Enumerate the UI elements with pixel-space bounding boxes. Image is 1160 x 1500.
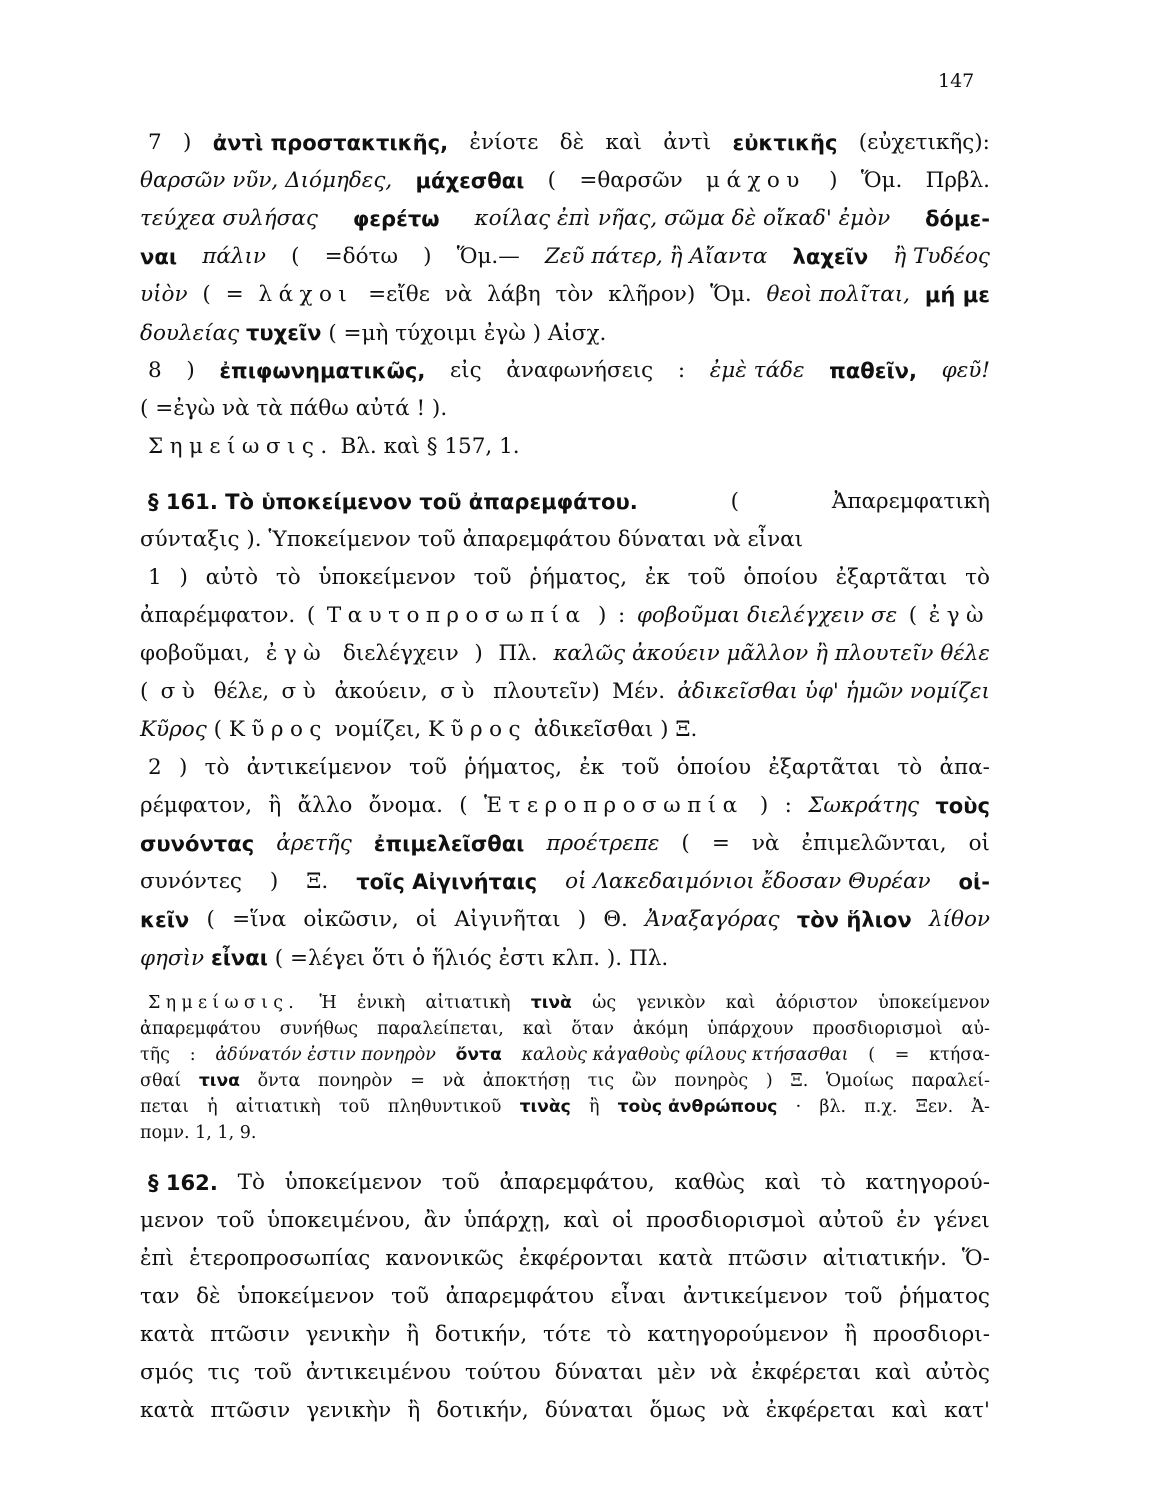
- text-line: τεύχεα συλήσας φερέτω κοίλας ἐπὶ νῆας, σῶμα δὲ οἴκαδ' ἐμὸν δόμε-: [140, 206, 990, 231]
- text-line: σμός τις τοῦ ἀντικειμένου τούτου δύναται μὲν νὰ ἐκφέρεται καὶ αὐτὸς: [140, 1360, 990, 1385]
- text-line: Σημείωσις. Βλ. καὶ § 157, 1.: [148, 434, 520, 459]
- text-line: φοβοῦμαι, ἐγὼ διελέγχειν ) Πλ. καλῶς ἀκούειν μᾶλλον ἢ πλουτεῖν θέλε: [140, 641, 990, 666]
- text-line: ναι πάλιν ( =δότω ) Ὅμ.— Ζεῦ πάτερ, ἢ Αἴαντα λαχεῖν ἢ Τυδέος: [140, 244, 990, 269]
- text-line: δουλείας τυχεῖν ( =μὴ τύχοιμι ἐγὼ ) Αἰσχ.: [140, 320, 607, 346]
- text-line: ( =ἐγὼ νὰ τὰ πάθω αὐτά ! ).: [140, 396, 448, 421]
- text-line: § 162. Τὸ ὑποκείμενον τοῦ ἀπαρεμφάτου, καθὼς καὶ τὸ κατηγορού-: [148, 1170, 990, 1195]
- text-line: § 161. Τὸ ὑποκείμενον τοῦ ἀπαρεμφάτου. ( Ἀπαρεμφατικὴ: [148, 489, 990, 514]
- text-line: ἀπαρέμφατον. ( Ταυτοπροσωπία ) : φοβοῦμαι διελέγχειν σε ( ἐγὼ: [140, 603, 990, 628]
- page-number: 147: [938, 70, 975, 92]
- text-line: συνόντας ἀρετῆς ἐπιμελεῖσθαι προέτρεπε ( = νὰ ἐπιμελῶνται, οἱ: [140, 831, 990, 856]
- text-line: φησὶν εἶναι ( =λέγει ὅτι ὁ ἥλιός ἐστι κλπ. ). Πλ.: [140, 945, 669, 971]
- text-line: μενον τοῦ ὑποκειμένου, ἂν ὑπάρχῃ, καὶ οἱ προσδιορισμοὶ αὐτοῦ ἐν γένει: [140, 1208, 990, 1233]
- text-line: θαρσῶν νῦν, Διόμηδες, μάχεσθαι ( =θαρσῶν μάχου ) Ὅμ. Πρβλ.: [140, 168, 990, 193]
- text-line: συνόντες ) Ξ. τοῖς Αἰγινήταις οἱ Λακεδαιμόνιοι ἔδοσαν Θυρέαν οἰ-: [140, 869, 990, 894]
- text-line: Κῦρος ( Κῦρος νομίζει, Κῦρος ἀδικεῖσθαι ) Ξ.: [140, 717, 698, 742]
- text-line: ρέμφατον, ἢ ἄλλο ὄνομα. ( Ἑτεροπροσωπία ) : Σωκράτης τοὺς: [140, 793, 990, 818]
- text-line: τῆς : ἀδύνατόν ἐστιν πονηρὸν ὄντα καλοὺς κἀγαθοὺς φίλους κτήσασθαι ( = κτήσα-: [140, 1045, 990, 1065]
- text-line: 7 ) ἀντὶ προστακτικῆς, ἐνίοτε δὲ καὶ ἀντὶ εὐκτικῆς (εὐχετικῆς):: [148, 130, 990, 155]
- text-line: 8 ) ἐπιφωνηματικῶς, εἰς ἀναφωνήσεις : ἐμὲ τάδε παθεῖν, φεῦ!: [148, 358, 990, 383]
- text-line: ἀπαρεμφάτου συνήθως παραλείπεται, καὶ ὅταν ἀκόμη ὑπάρχουν προσδιορισμοὶ αὐ-: [140, 1019, 990, 1039]
- text-line: κατὰ πτῶσιν γενικὴν ἢ δοτικήν, τότε τὸ κατηγορούμενον ἢ προσδιορι-: [140, 1322, 990, 1347]
- text-line: σύνταξις ). Ὑποκείμενον τοῦ ἀπαρεμφάτου δύναται νὰ εἶναι: [140, 527, 804, 552]
- text-line: ἐπὶ ἑτεροπροσωπίας κανονικῶς ἐκφέρονται κατὰ πτῶσιν αἰτιατικήν. Ὅ-: [140, 1246, 990, 1271]
- text-line: κατὰ πτῶσιν γενικὴν ἢ δοτικήν, δύναται ὅμως νὰ ἐκφέρεται καὶ κατ': [140, 1398, 990, 1423]
- text-line: κεῖν ( =ἵνα οἰκῶσιν, οἱ Αἰγινῆται ) Θ. Ἀναξαγόρας τὸν ἥλιον λίθον: [140, 907, 990, 932]
- text-line: 2 ) τὸ ἀντικείμενον τοῦ ῥήματος, ἐκ τοῦ ὁποίου ἐξαρτᾶται τὸ ἀπα-: [148, 755, 990, 780]
- text-line: ταν δὲ ὑποκείμενον τοῦ ἀπαρεμφάτου εἶναι ἀντικείμενον τοῦ ῥήματος: [140, 1284, 990, 1309]
- text-line: 1 ) αὐτὸ τὸ ὑποκείμενον τοῦ ῥήματος, ἐκ τοῦ ὁποίου ἐξαρτᾶται τὸ: [148, 565, 990, 590]
- text-line: Σημείωσις. Ἡ ἑνικὴ αἰτιατικὴ τινὰ ὡς γενικὸν καὶ ἀόριστον ὑποκείμενον: [148, 993, 990, 1013]
- text-line: υἱὸν ( = λάχοι =εἴθε νὰ λάβη τὸν κλῆρον) Ὅμ. θεοὶ πολῖται, μή με: [140, 282, 990, 307]
- text-line: πεται ἡ αἰτιατικὴ τοῦ πληθυντικοῦ τινὰς ἢ τοὺς ἀνθρώπους · βλ. π.χ. Ξεν. Ἀ-: [140, 1097, 990, 1117]
- text-line: σθαί τινα ὄντα πονηρὸν = νὰ ἀποκτήσῃ τις ὢν πονηρὸς ) Ξ. Ὁμοίως παραλεί-: [140, 1071, 990, 1091]
- text-line: ( σὺ θέλε, σὺ ἀκούειν, σὺ πλουτεῖν) Μέν. ἀδικεῖσθαι ὑφ' ἡμῶν νομίζει: [140, 679, 990, 704]
- text-line: πομν. 1, 1, 9.: [140, 1123, 257, 1143]
